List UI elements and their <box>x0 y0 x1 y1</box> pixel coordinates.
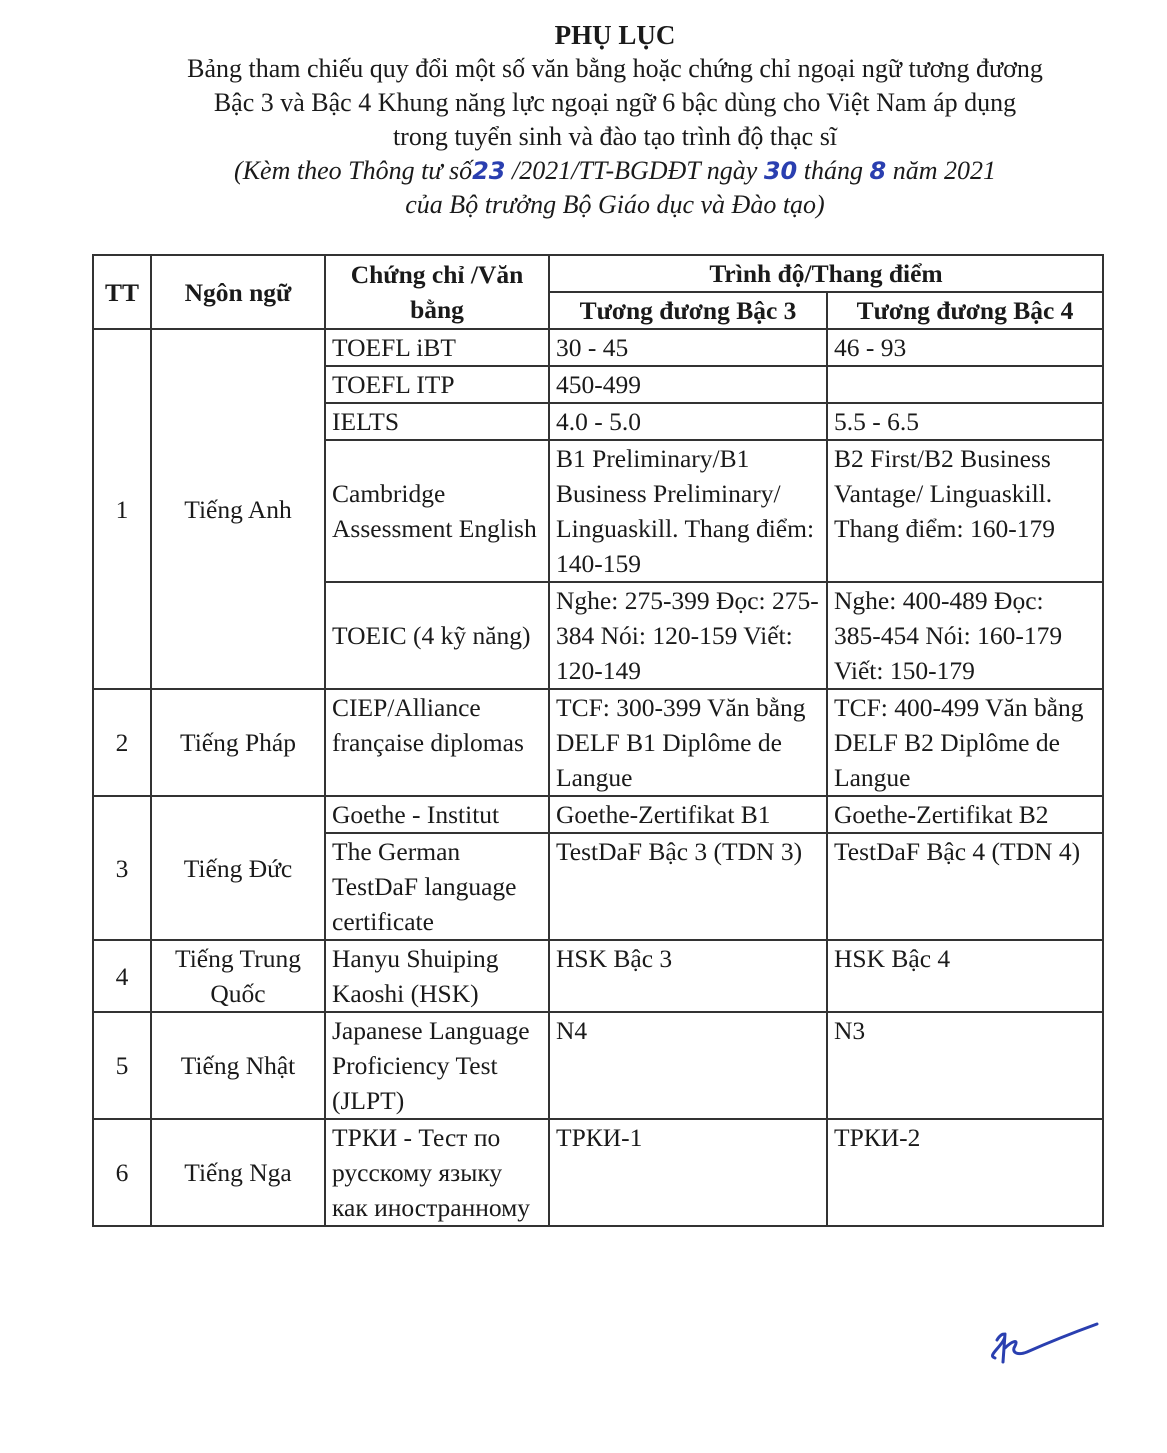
row-cert: Japanese Language Proficiency Test (JLPT) <box>325 1012 549 1119</box>
row-b4: Goethe-Zertifikat B2 <box>827 796 1103 833</box>
row-b3: N4 <box>549 1012 827 1119</box>
appendix-title: PHỤ LỤC <box>554 20 676 50</box>
row-b3: 450-499 <box>549 366 827 403</box>
row-b4: Nghe: 400-489 Đọc: 385-454 Nói: 160-179 Viết: 150-179 <box>827 582 1103 689</box>
row-b3: Nghe: 275-399 Đọc: 275-384 Nói: 120-159 Viết: 120-149 <box>549 582 827 689</box>
row-b4: B2 First/B2 Business Vantage/ Linguaskill. Thang điểm: 160-179 <box>827 440 1103 582</box>
header-language: Ngôn ngữ <box>151 255 325 329</box>
row-b4: TestDaF Bậc 4 (TDN 4) <box>827 833 1103 940</box>
ref-year: năm 2021 <box>886 156 996 185</box>
row-cert: TOEFL ITP <box>325 366 549 403</box>
table-row <box>93 1012 1103 1119</box>
table-row <box>93 1119 1103 1226</box>
row-cert: Hanyu Shuiping Kaoshi (HSK) <box>325 940 549 1012</box>
ref-prefix: (Kèm theo Thông tư số <box>234 156 473 185</box>
row-cert: IELTS <box>325 403 549 440</box>
row-b4 <box>827 366 1103 403</box>
equivalence-table <box>92 254 1104 1227</box>
ref-month-handwritten: 8 <box>869 157 887 185</box>
table-row <box>93 940 1103 1012</box>
row-b3: TestDaF Bậc 3 (TDN 3) <box>549 833 827 940</box>
row-b3: 30 - 45 <box>549 329 827 366</box>
header-tt: TT <box>93 255 151 329</box>
row-language: Tiếng Nga <box>151 1119 325 1226</box>
table-row <box>93 689 1103 796</box>
signature-mark <box>975 1322 1105 1372</box>
header-level-group: Trình độ/Thang điểm <box>549 255 1103 292</box>
row-cert: TOEIC (4 kỹ năng) <box>325 582 549 689</box>
table-row <box>93 796 1103 833</box>
subtitle-line-2: Bậc 3 và Bậc 4 Khung năng lực ngoại ngữ 6 bậc dùng cho Việt Nam áp dụng <box>213 88 1017 117</box>
header-level4: Tương đương Bậc 4 <box>827 292 1103 329</box>
row-language: Tiếng Anh <box>151 329 325 689</box>
row-tt: 3 <box>93 796 151 940</box>
reference-line <box>0 154 1167 188</box>
row-tt: 4 <box>93 940 151 1012</box>
row-b3: 4.0 - 5.0 <box>549 403 827 440</box>
row-b4: HSK Bậc 4 <box>827 940 1103 1012</box>
row-b4: TCF: 400-499 Văn bằng DELF B2 Diplôme de Langue <box>827 689 1103 796</box>
table-row <box>93 329 1103 366</box>
header-level3: Tương đương Bậc 3 <box>549 292 827 329</box>
row-cert: CIEP/Alliance française diplomas <box>325 689 549 796</box>
ref-number-handwritten: 23 <box>472 157 506 185</box>
header-row <box>93 255 1103 292</box>
ref-month-label: tháng <box>797 156 870 185</box>
reference-line-2: của Bộ trưởng Bộ Giáo dục và Đào tạo) <box>405 190 825 219</box>
row-tt: 6 <box>93 1119 151 1226</box>
row-b3: Goethe-Zertifikat B1 <box>549 796 827 833</box>
row-b3: HSK Bậc 3 <box>549 940 827 1012</box>
row-b3: TCF: 300-399 Văn bằng DELF B1 Diplôme de Langue <box>549 689 827 796</box>
row-b4: 46 - 93 <box>827 329 1103 366</box>
row-tt: 2 <box>93 689 151 796</box>
row-tt: 1 <box>93 329 151 689</box>
row-language: Tiếng Trung Quốc <box>151 940 325 1012</box>
row-cert: Cambridge Assessment English <box>325 440 549 582</box>
subtitle-line-1: Bảng tham chiếu quy đổi một số văn bằng hoặc chứng chỉ ngoại ngữ tương đương <box>187 54 1043 83</box>
row-cert: The German TestDaF language certificate <box>325 833 549 940</box>
row-b4: 5.5 - 6.5 <box>827 403 1103 440</box>
row-b3: B1 Preliminary/B1 Business Preliminary/ Linguaskill. Thang điểm: 140-159 <box>549 440 827 582</box>
row-language: Tiếng Nhật <box>151 1012 325 1119</box>
row-cert: TOEFL iBT <box>325 329 549 366</box>
row-language: Tiếng Pháp <box>151 689 325 796</box>
row-b4: ТРКИ-2 <box>827 1119 1103 1226</box>
row-tt: 5 <box>93 1012 151 1119</box>
row-cert: ТРКИ - Тест по русскому языку как иностранному <box>325 1119 549 1226</box>
row-language: Tiếng Đức <box>151 796 325 940</box>
subtitle-line-3: trong tuyển sinh và đào tạo trình độ thạc sĩ <box>392 122 838 151</box>
row-cert: Goethe - Institut <box>325 796 549 833</box>
ref-mid: /2021/TT-BGDĐT ngày <box>505 156 764 185</box>
header-certificate: Chứng chỉ /Văn bằng <box>325 255 549 329</box>
row-b3: ТРКИ-1 <box>549 1119 827 1226</box>
ref-day-handwritten: 30 <box>763 157 798 185</box>
row-b4: N3 <box>827 1012 1103 1119</box>
document-header <box>0 18 1167 221</box>
